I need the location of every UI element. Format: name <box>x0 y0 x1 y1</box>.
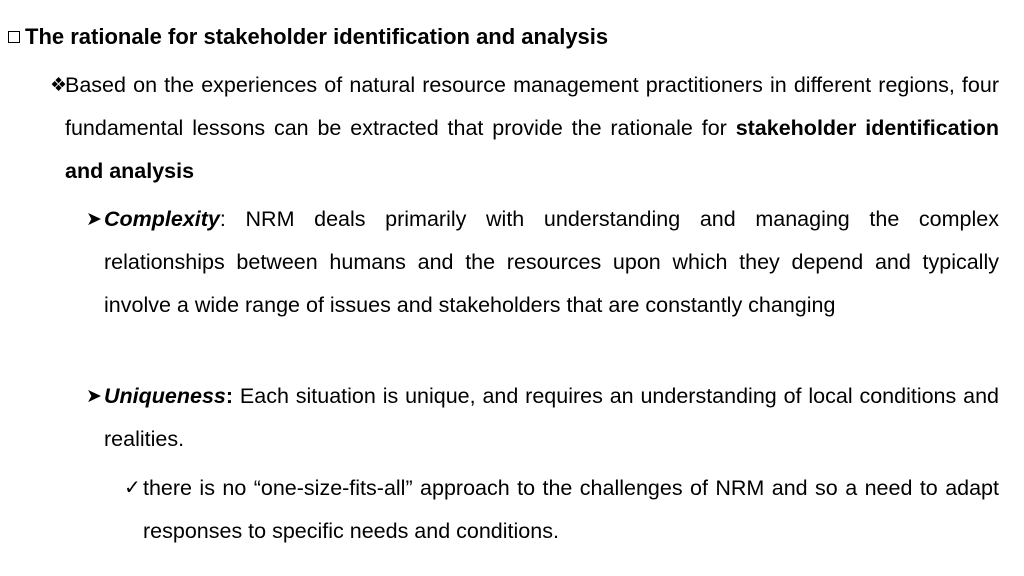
subpoint-text: there is no “one-size-fits-all” approach to the challenges of NRM and so a need to adapt responses to specific needs and conditions. <box>143 476 999 543</box>
point-separator: : <box>225 384 234 408</box>
intro-paragraph <box>65 64 999 193</box>
checkmark-bullet-icon: ✓ <box>124 477 141 499</box>
heading-text: The rationale for stakeholder identification and analysis <box>25 24 609 49</box>
slide-heading <box>8 22 608 52</box>
arrowhead-bullet-icon: ➤ <box>86 209 102 230</box>
point-uniqueness <box>104 375 999 461</box>
intro-text: Based on the experiences of natural resource management practitioners in different regions, four fundamental lessons can be extracted that provide the rationale for <box>65 73 999 140</box>
point-term: Complexity <box>104 207 220 231</box>
point-text: Each situation is unique, and requires an understanding of local conditions and realities. <box>104 384 999 451</box>
point-term: Uniqueness <box>104 384 226 408</box>
point-complexity <box>104 198 999 327</box>
arrowhead-bullet-icon: ➤ <box>86 386 102 407</box>
subpoint-one-size <box>143 467 999 553</box>
point-text: NRM deals primarily with understanding and managing the complex relationships between humans and the resources upon which they depend and typically involve a wide range of issues and stakeholders that are constantly changing <box>104 207 999 317</box>
hollow-square-bullet-icon <box>8 31 20 43</box>
point-separator: : <box>219 207 226 231</box>
diamond-dots-bullet-icon: ❖ <box>50 75 68 96</box>
intro-bold-text: stakeholder identification and analysis <box>65 116 1000 183</box>
